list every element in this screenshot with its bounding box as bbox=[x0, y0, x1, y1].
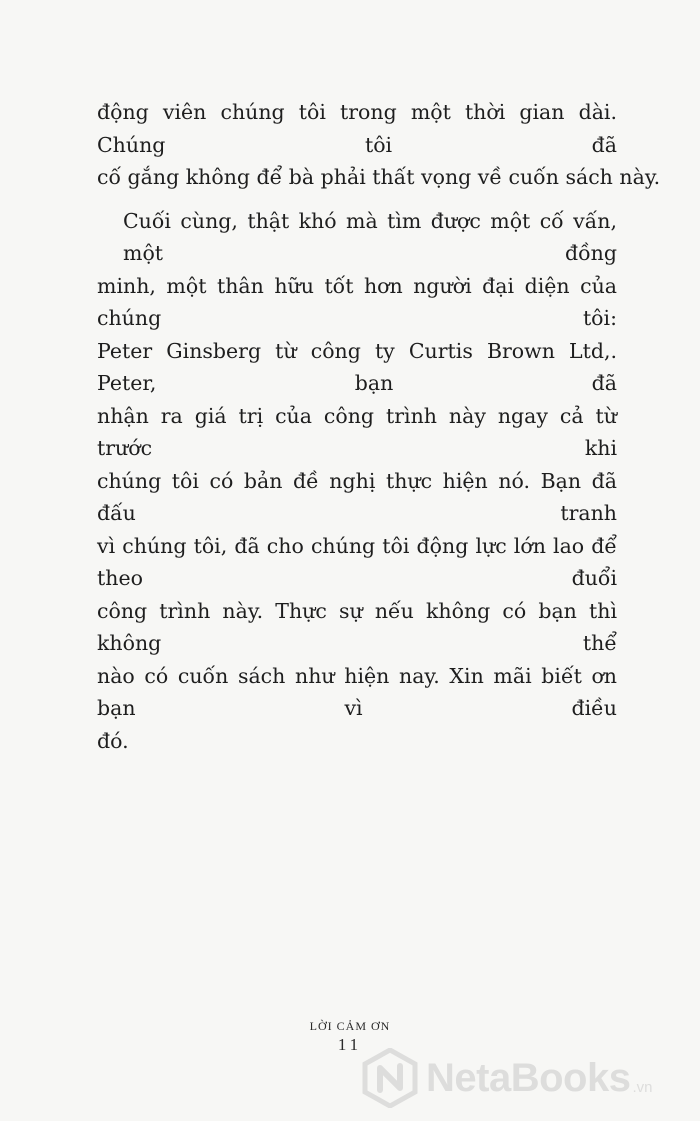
watermark-tld: .vn bbox=[632, 1079, 653, 1096]
text-line: động viên chúng tôi trong một thời gian dài. Chúng tôi đã bbox=[97, 100, 617, 157]
text-line: chúng tôi có bản đề nghị thực hiện nó. Bạn đã đấu tranh bbox=[97, 468, 617, 525]
watermark-brand: NetaBooks bbox=[426, 1055, 631, 1100]
text-line: minh, một thân hữu tốt hơn người đại diện của chúng tôi: bbox=[97, 273, 617, 330]
netabooks-logo-icon bbox=[362, 1048, 418, 1108]
text-line: Cuối cùng, thật khó mà tìm được một cố vấn, một đồng bbox=[123, 208, 617, 265]
text-line: Peter Ginsberg từ công ty Curtis Brown Ltd,. Peter, bạn đã bbox=[97, 338, 617, 395]
text-line: nào có cuốn sách như hiện nay. Xin mãi biết ơn bạn vì điều bbox=[97, 663, 617, 720]
text-line: cố gắng không để bà phải thất vọng về cuốn sách này. bbox=[97, 165, 661, 189]
paragraph-gap bbox=[97, 194, 617, 205]
text-line: đó. bbox=[97, 728, 129, 753]
body-text bbox=[97, 96, 661, 757]
running-footer-title: LỜI CẢM ƠN bbox=[309, 1019, 391, 1033]
text-line: vì chúng tôi, đã cho chúng tôi động lực lớn lao để theo đuổi bbox=[97, 533, 617, 590]
text-line: công trình này. Thực sự nếu không có bạn thì không thể bbox=[97, 598, 617, 655]
text-line: nhận ra giá trị của công trình này ngay cả từ trước khi bbox=[97, 403, 617, 460]
page-number: 11 bbox=[337, 1035, 363, 1054]
watermark bbox=[362, 1046, 652, 1110]
